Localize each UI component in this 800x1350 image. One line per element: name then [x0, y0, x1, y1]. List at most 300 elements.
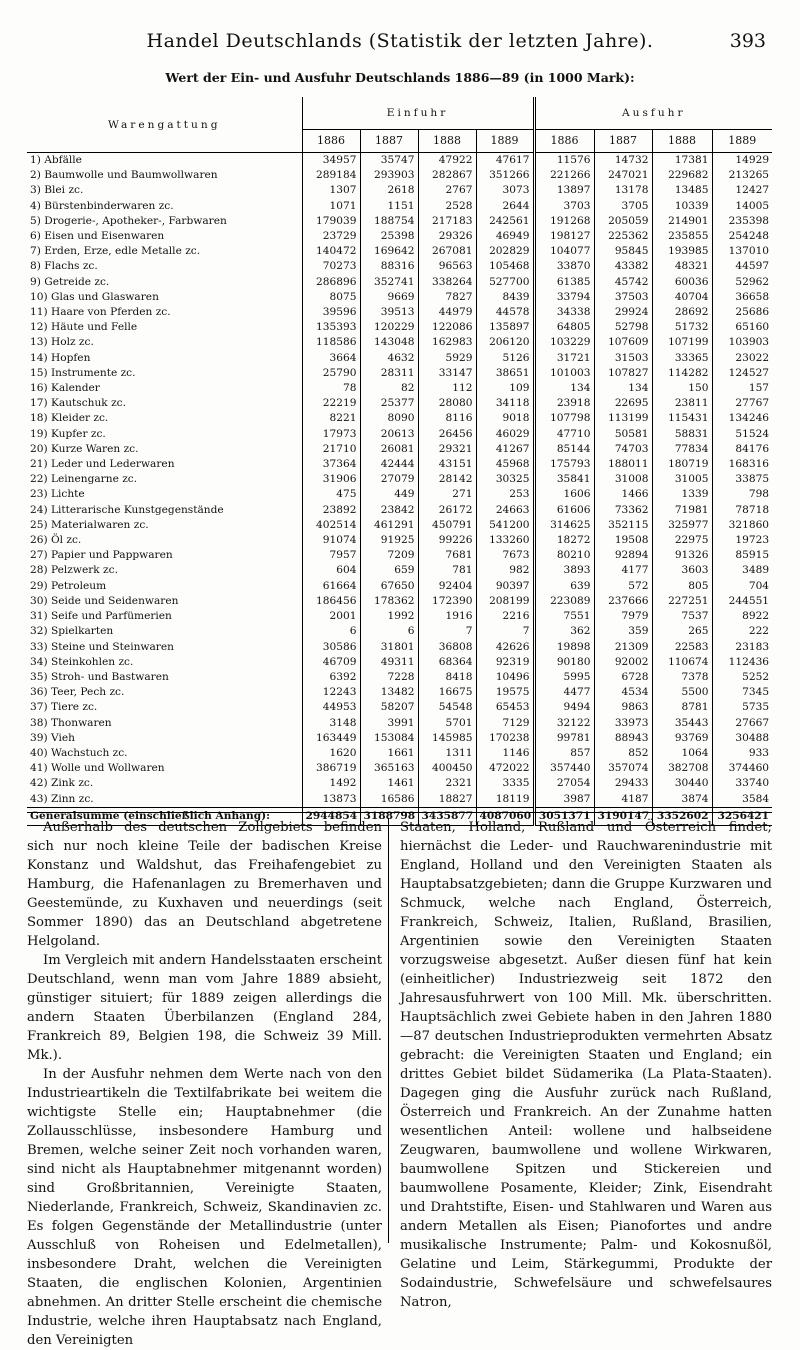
import-value-cell: 105468 — [476, 259, 534, 274]
import-value-cell: 253 — [476, 487, 534, 502]
export-value-cell: 34338 — [534, 305, 594, 320]
export-value-cell: 3051371 — [534, 807, 594, 825]
export-value-cell: 191268 — [534, 214, 594, 229]
export-value-cell: 19723 — [712, 533, 772, 548]
export-value-cell: 382708 — [652, 761, 712, 776]
import-value-cell: 206120 — [476, 335, 534, 350]
export-value-cell: 3703 — [534, 199, 594, 214]
export-value-cell: 29924 — [594, 305, 652, 320]
import-value-cell: 23842 — [360, 503, 418, 518]
import-value-cell: 68364 — [418, 655, 476, 670]
export-value-cell: 95845 — [594, 244, 652, 259]
import-value-cell: 527700 — [476, 275, 534, 290]
import-value-cell: 242561 — [476, 214, 534, 229]
year-header: 1888 — [652, 130, 712, 153]
import-value-cell: 96563 — [418, 259, 476, 274]
export-value-cell: 5500 — [652, 685, 712, 700]
import-value-cell: 109 — [476, 381, 534, 396]
import-value-cell: 286896 — [302, 275, 360, 290]
import-value-cell: 2001 — [302, 609, 360, 624]
export-value-cell: 73362 — [594, 503, 652, 518]
row-label: 1) Abfälle — [30, 154, 82, 166]
import-value-cell: 118586 — [302, 335, 360, 350]
import-value-cell: 92404 — [418, 579, 476, 594]
table-row — [27, 153, 772, 169]
import-value-cell: 169642 — [360, 244, 418, 259]
export-value-cell: 3352602 — [652, 807, 712, 825]
export-value-cell: 22975 — [652, 533, 712, 548]
import-value-cell: 3991 — [360, 716, 418, 731]
import-value-cell: 28080 — [418, 396, 476, 411]
import-value-cell: 7228 — [360, 670, 418, 685]
export-value-cell: 5995 — [534, 670, 594, 685]
export-value-cell: 3987 — [534, 792, 594, 808]
row-label: 37) Tiere zc. — [30, 701, 98, 714]
row-label: 6) Eisen und Eisenwaren — [30, 230, 165, 243]
row-label: 26) Öl zc. — [30, 534, 82, 547]
import-value-cell: 3188798 — [360, 807, 418, 825]
import-value-cell: 9669 — [360, 290, 418, 305]
import-value-cell: 78 — [302, 381, 360, 396]
table-row — [27, 776, 772, 791]
table-row — [27, 320, 772, 335]
export-value-cell: 71981 — [652, 503, 712, 518]
import-value-cell: 12243 — [302, 685, 360, 700]
import-value-cell: 16675 — [418, 685, 476, 700]
import-value-cell: 4087060 — [476, 807, 534, 825]
export-value-cell: 4187 — [594, 792, 652, 808]
row-label: 10) Glas und Glaswaren — [30, 290, 159, 303]
import-value-cell: 475 — [302, 487, 360, 502]
row-label: 7) Erden, Erze, edle Metalle zc. — [30, 245, 201, 258]
export-value-cell: 134 — [594, 381, 652, 396]
column-header-warengattung: Warengattung — [27, 97, 302, 153]
import-value-cell: 7827 — [418, 290, 476, 305]
export-value-cell: 180719 — [652, 457, 712, 472]
import-value-cell: 30586 — [302, 640, 360, 655]
import-value-cell: 1992 — [360, 609, 418, 624]
import-value-cell: 44979 — [418, 305, 476, 320]
export-value-cell: 3489 — [712, 563, 772, 578]
page-header — [0, 30, 800, 58]
import-value-cell: 46029 — [476, 427, 534, 442]
import-value-cell: 5126 — [476, 351, 534, 366]
export-value-cell: 33870 — [534, 259, 594, 274]
import-value-cell: 781 — [418, 563, 476, 578]
export-value-cell: 23022 — [712, 351, 772, 366]
table-row — [27, 275, 772, 290]
export-value-cell: 33794 — [534, 290, 594, 305]
export-value-cell: 107609 — [594, 335, 652, 350]
row-label: 11) Haare von Pferden zc. — [30, 306, 171, 319]
export-value-cell: 193985 — [652, 244, 712, 259]
export-value-cell: 3190147 — [594, 807, 652, 825]
export-value-cell: 7378 — [652, 670, 712, 685]
table-row — [27, 685, 772, 700]
export-value-cell: 254248 — [712, 229, 772, 244]
export-value-cell: 134 — [534, 381, 594, 396]
export-value-cell: 28692 — [652, 305, 712, 320]
import-value-cell: 267081 — [418, 244, 476, 259]
import-value-cell: 5929 — [418, 351, 476, 366]
import-value-cell: 112 — [418, 381, 476, 396]
row-label: 2) Baumwolle und Baumwollwaren — [30, 169, 218, 182]
import-value-cell: 202829 — [476, 244, 534, 259]
import-value-cell: 133260 — [476, 533, 534, 548]
column-divider — [388, 818, 389, 1243]
import-value-cell: 26172 — [418, 503, 476, 518]
paragraph: Im Vergleich mit andern Handelsstaaten erscheint Deutschland, wenn man vom Jahre 1889 absieht, günstiger situiert; für 1889 zeigen allerdings die andern Staaten Überbilanzen (England 284, Frankreich 89, Belgien 198, die Schweiz 39 Mill. Mk.). — [27, 953, 382, 1063]
export-value-cell: 78718 — [712, 503, 772, 518]
export-value-cell: 107798 — [534, 411, 594, 426]
export-value-cell: 357074 — [594, 761, 652, 776]
export-value-cell: 101003 — [534, 366, 594, 381]
table-row — [27, 214, 772, 229]
export-value-cell: 107827 — [594, 366, 652, 381]
export-value-cell: 10339 — [652, 199, 712, 214]
import-value-cell: 8090 — [360, 411, 418, 426]
export-value-cell: 14005 — [712, 199, 772, 214]
table-row — [27, 594, 772, 609]
export-value-cell: 61606 — [534, 503, 594, 518]
export-value-cell: 175793 — [534, 457, 594, 472]
export-value-cell: 40704 — [652, 290, 712, 305]
import-value-cell: 271 — [418, 487, 476, 502]
import-value-cell: 2944854 — [302, 807, 360, 825]
import-value-cell: 188754 — [360, 214, 418, 229]
import-value-cell: 450791 — [418, 518, 476, 533]
year-header: 1886 — [534, 130, 594, 153]
export-value-cell: 23918 — [534, 396, 594, 411]
export-value-cell: 3603 — [652, 563, 712, 578]
export-value-cell: 4177 — [594, 563, 652, 578]
table-row — [27, 716, 772, 731]
import-value-cell: 30325 — [476, 472, 534, 487]
import-value-cell: 7681 — [418, 548, 476, 563]
export-value-cell: 21309 — [594, 640, 652, 655]
import-value-cell: 289184 — [302, 168, 360, 183]
row-label: 21) Leder und Lederwaren — [30, 458, 175, 471]
row-label: 43) Zinn zc. — [30, 792, 94, 805]
import-value-cell: 82 — [360, 381, 418, 396]
export-value-cell: 61385 — [534, 275, 594, 290]
export-value-cell: 29433 — [594, 776, 652, 791]
import-value-cell: 338264 — [418, 275, 476, 290]
export-value-cell: 221266 — [534, 168, 594, 183]
export-value-cell: 9863 — [594, 700, 652, 715]
import-value-cell: 3664 — [302, 351, 360, 366]
import-value-cell: 33147 — [418, 366, 476, 381]
export-value-cell: 18272 — [534, 533, 594, 548]
import-value-cell: 170238 — [476, 731, 534, 746]
export-value-cell: 572 — [594, 579, 652, 594]
export-value-cell: 374460 — [712, 761, 772, 776]
export-value-cell: 3874 — [652, 792, 712, 808]
row-label: 3) Blei zc. — [30, 184, 84, 197]
table-row — [27, 244, 772, 259]
import-value-cell: 659 — [360, 563, 418, 578]
row-label: 29) Petroleum — [30, 579, 107, 592]
row-label: 17) Kautschuk zc. — [30, 397, 126, 410]
export-value-cell: 205059 — [594, 214, 652, 229]
import-value-cell: 293903 — [360, 168, 418, 183]
table-row — [27, 640, 772, 655]
group-header-einfuhr: Einfuhr — [302, 97, 534, 130]
table-row — [27, 411, 772, 426]
import-value-cell: 99226 — [418, 533, 476, 548]
import-value-cell: 34957 — [302, 153, 360, 169]
export-value-cell: 639 — [534, 579, 594, 594]
paragraph: Außerhalb des deutschen Zollgebiets befinden sich nur noch kleine Teile der badischen Kreise Konstanz und Waldshut, das Freihafengebiet zu Hamburg, die Hafenanlagen zu Bremerhaven und Geestemünde, zu Kuxhaven und neuerdings (seit Sommer 1890) das an Deutschland abgetretene Helgoland. — [27, 820, 382, 949]
export-value-cell: 7345 — [712, 685, 772, 700]
import-value-cell: 29326 — [418, 229, 476, 244]
export-value-cell: 92894 — [594, 548, 652, 563]
import-value-cell: 16586 — [360, 792, 418, 808]
export-value-cell: 17381 — [652, 153, 712, 169]
row-label: 28) Pelzwerk zc. — [30, 564, 118, 577]
import-value-cell: 2644 — [476, 199, 534, 214]
import-value-cell: 472022 — [476, 761, 534, 776]
row-label: 23) Lichte — [30, 488, 85, 501]
export-value-cell: 30488 — [712, 731, 772, 746]
export-value-cell: 134246 — [712, 411, 772, 426]
import-value-cell: 28311 — [360, 366, 418, 381]
export-value-cell: 3705 — [594, 199, 652, 214]
export-value-cell: 5252 — [712, 670, 772, 685]
table-row — [27, 503, 772, 518]
export-value-cell: 933 — [712, 746, 772, 761]
import-value-cell: 461291 — [360, 518, 418, 533]
export-value-cell: 704 — [712, 579, 772, 594]
export-value-cell: 103229 — [534, 335, 594, 350]
import-value-cell: 2321 — [418, 776, 476, 791]
table-row — [27, 366, 772, 381]
row-label: 18) Kleider zc. — [30, 412, 109, 425]
import-value-cell: 39513 — [360, 305, 418, 320]
row-label: 40) Wachstuch zc. — [30, 746, 128, 759]
export-value-cell: 223089 — [534, 594, 594, 609]
export-value-cell: 115431 — [652, 411, 712, 426]
export-value-cell: 1466 — [594, 487, 652, 502]
import-value-cell: 39596 — [302, 305, 360, 320]
table-row — [27, 351, 772, 366]
export-value-cell: 805 — [652, 579, 712, 594]
import-value-cell: 208199 — [476, 594, 534, 609]
export-value-cell: 1064 — [652, 746, 712, 761]
import-value-cell: 13482 — [360, 685, 418, 700]
export-value-cell: 22583 — [652, 640, 712, 655]
import-value-cell: 1311 — [418, 746, 476, 761]
import-value-cell: 402514 — [302, 518, 360, 533]
export-value-cell: 58831 — [652, 427, 712, 442]
import-value-cell: 47922 — [418, 153, 476, 169]
export-value-cell: 3584 — [712, 792, 772, 808]
import-value-cell: 13873 — [302, 792, 360, 808]
table-row — [27, 487, 772, 502]
export-value-cell: 227251 — [652, 594, 712, 609]
export-value-cell: 852 — [594, 746, 652, 761]
export-value-cell: 19508 — [594, 533, 652, 548]
export-value-cell: 84176 — [712, 442, 772, 457]
import-value-cell: 7 — [476, 624, 534, 639]
export-value-cell: 7979 — [594, 609, 652, 624]
export-value-cell: 31721 — [534, 351, 594, 366]
group-header-ausfuhr: Ausfuhr — [534, 97, 772, 130]
import-value-cell: 54548 — [418, 700, 476, 715]
row-label: 31) Seife und Parfümerien — [30, 610, 172, 623]
export-value-cell: 22695 — [594, 396, 652, 411]
table-row — [27, 579, 772, 594]
import-value-cell: 120229 — [360, 320, 418, 335]
trade-table — [27, 97, 772, 826]
export-value-cell: 51732 — [652, 320, 712, 335]
row-label: 39) Vieh — [30, 731, 75, 744]
import-value-cell: 163449 — [302, 731, 360, 746]
row-label: 22) Leinengarne zc. — [30, 473, 138, 486]
export-value-cell: 33973 — [594, 716, 652, 731]
import-value-cell: 26081 — [360, 442, 418, 457]
table-bottom-rule — [27, 812, 772, 813]
table-row — [27, 381, 772, 396]
row-label: 33) Steine und Steinwaren — [30, 640, 174, 653]
import-value-cell: 17973 — [302, 427, 360, 442]
export-value-cell: 114282 — [652, 366, 712, 381]
row-label: 42) Zink zc. — [30, 777, 94, 790]
export-value-cell: 798 — [712, 487, 772, 502]
row-label: 36) Teer, Pech zc. — [30, 686, 125, 699]
export-value-cell: 90180 — [534, 655, 594, 670]
export-value-cell: 99781 — [534, 731, 594, 746]
text-column-right — [400, 818, 772, 1312]
row-label: 8) Flachs zc. — [30, 260, 98, 273]
import-value-cell: 2216 — [476, 609, 534, 624]
import-value-cell: 2767 — [418, 183, 476, 198]
export-value-cell: 359 — [594, 624, 652, 639]
import-value-cell: 29321 — [418, 442, 476, 457]
export-value-cell: 150 — [652, 381, 712, 396]
import-value-cell: 7673 — [476, 548, 534, 563]
year-header: 1889 — [476, 130, 534, 153]
export-value-cell: 23183 — [712, 640, 772, 655]
export-value-cell: 857 — [534, 746, 594, 761]
import-value-cell: 10496 — [476, 670, 534, 685]
export-value-cell: 27054 — [534, 776, 594, 791]
export-value-cell: 325977 — [652, 518, 712, 533]
export-value-cell: 198127 — [534, 229, 594, 244]
import-value-cell: 9018 — [476, 411, 534, 426]
table-caption: Wert der Ein- und Ausfuhr Deutschlands 1886—89 (in 1000 Mark): — [165, 70, 635, 85]
table-row — [27, 655, 772, 670]
export-value-cell: 65160 — [712, 320, 772, 335]
row-label: 41) Wolle und Wollwaren — [30, 762, 165, 775]
import-value-cell: 1620 — [302, 746, 360, 761]
table-row — [27, 533, 772, 548]
export-value-cell: 48321 — [652, 259, 712, 274]
export-value-cell: 113199 — [594, 411, 652, 426]
import-value-cell: 24663 — [476, 503, 534, 518]
import-value-cell: 41267 — [476, 442, 534, 457]
table-row — [27, 229, 772, 244]
export-value-cell: 50581 — [594, 427, 652, 442]
import-value-cell: 8439 — [476, 290, 534, 305]
import-value-cell: 400450 — [418, 761, 476, 776]
export-value-cell: 265 — [652, 624, 712, 639]
import-value-cell: 45968 — [476, 457, 534, 472]
import-value-cell: 42444 — [360, 457, 418, 472]
import-value-cell: 58207 — [360, 700, 418, 715]
import-value-cell: 145985 — [418, 731, 476, 746]
import-value-cell: 90397 — [476, 579, 534, 594]
table-row — [27, 731, 772, 746]
import-value-cell: 49311 — [360, 655, 418, 670]
import-value-cell: 92319 — [476, 655, 534, 670]
export-value-cell: 321860 — [712, 518, 772, 533]
table-row — [27, 442, 772, 457]
row-label: 15) Instrumente zc. — [30, 366, 136, 379]
row-label: 38) Thonwaren — [30, 716, 112, 729]
import-value-cell: 140472 — [302, 244, 360, 259]
table-row — [27, 199, 772, 214]
import-value-cell: 2618 — [360, 183, 418, 198]
import-value-cell: 65453 — [476, 700, 534, 715]
import-value-cell: 67650 — [360, 579, 418, 594]
row-label: 4) Bürstenbinderwaren zc. — [30, 199, 174, 212]
import-value-cell: 3148 — [302, 716, 360, 731]
import-value-cell: 8221 — [302, 411, 360, 426]
import-value-cell: 23729 — [302, 229, 360, 244]
import-value-cell: 44578 — [476, 305, 534, 320]
export-value-cell: 168316 — [712, 457, 772, 472]
table-row — [27, 518, 772, 533]
export-value-cell: 3256421 — [712, 807, 772, 825]
import-value-cell: 70273 — [302, 259, 360, 274]
export-value-cell: 6728 — [594, 670, 652, 685]
row-label: 35) Stroh- und Bastwaren — [30, 670, 169, 683]
import-value-cell: 7129 — [476, 716, 534, 731]
export-value-cell: 85144 — [534, 442, 594, 457]
row-label: 5) Drogerie-, Apotheker-, Farbwaren — [30, 214, 227, 227]
import-value-cell: 25377 — [360, 396, 418, 411]
export-value-cell: 47710 — [534, 427, 594, 442]
import-value-cell: 7957 — [302, 548, 360, 563]
import-value-cell: 18119 — [476, 792, 534, 808]
year-header: 1887 — [594, 130, 652, 153]
import-value-cell: 91925 — [360, 533, 418, 548]
export-value-cell: 357440 — [534, 761, 594, 776]
export-value-cell: 107199 — [652, 335, 712, 350]
row-label: 9) Getreide zc. — [30, 275, 110, 288]
export-value-cell: 44597 — [712, 259, 772, 274]
export-value-cell: 64805 — [534, 320, 594, 335]
export-value-cell: 88943 — [594, 731, 652, 746]
export-value-cell: 36658 — [712, 290, 772, 305]
import-value-cell: 982 — [476, 563, 534, 578]
export-value-cell: 13897 — [534, 183, 594, 198]
export-value-cell: 1606 — [534, 487, 594, 502]
row-label: 30) Seide und Seidenwaren — [30, 594, 179, 607]
import-value-cell: 2528 — [418, 199, 476, 214]
table-row — [27, 609, 772, 624]
table-row — [27, 396, 772, 411]
export-value-cell: 23811 — [652, 396, 712, 411]
export-value-cell: 35443 — [652, 716, 712, 731]
import-value-cell: 386719 — [302, 761, 360, 776]
import-value-cell: 162983 — [418, 335, 476, 350]
export-value-cell: 35841 — [534, 472, 594, 487]
export-value-cell: 13178 — [594, 183, 652, 198]
import-value-cell: 42626 — [476, 640, 534, 655]
export-value-cell: 80210 — [534, 548, 594, 563]
